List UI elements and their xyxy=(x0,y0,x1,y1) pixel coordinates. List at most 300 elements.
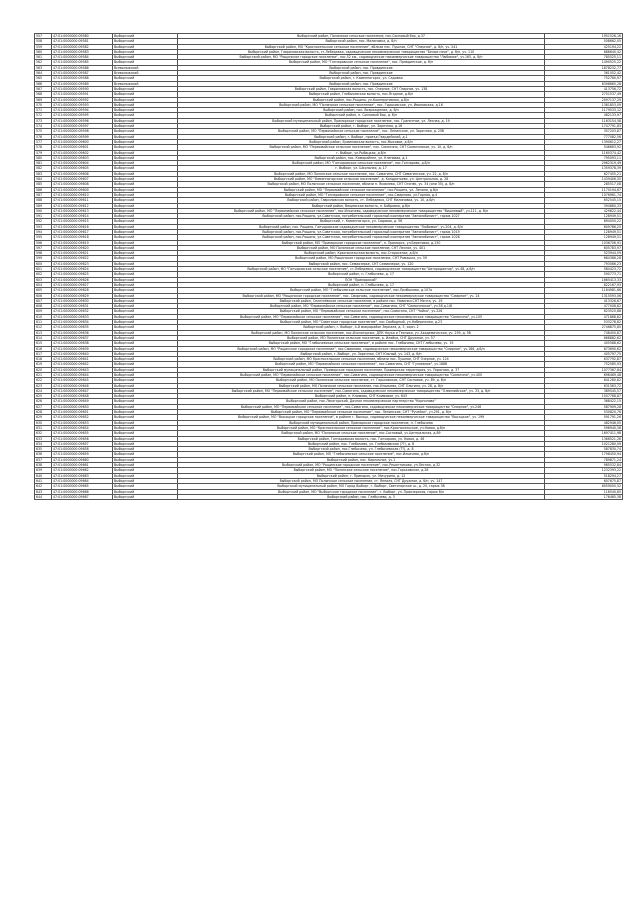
row-number: 629 xyxy=(35,415,52,420)
address-text: Выборгский, г. Каменногорск, ул. Садовая, д. 56 xyxy=(178,219,545,224)
row-number: 588 xyxy=(35,198,52,203)
value-amount: 1665413,33 xyxy=(545,277,623,282)
value-amount: 482946,05 xyxy=(545,420,623,425)
cadastral-number: 47:01:0000000:09661 xyxy=(52,463,113,468)
row-number: 615 xyxy=(35,341,52,346)
district-name: Выборгский xyxy=(113,177,178,182)
row-number: 572 xyxy=(35,113,52,118)
cadastral-number: 47:01:0000000:09619 xyxy=(52,240,113,245)
row-number: 634 xyxy=(35,441,52,446)
cadastral-number: 47:01:0000000:09608 xyxy=(52,182,113,187)
district-name: Выборгский xyxy=(113,55,178,60)
address-text: Выборгский район, МО "Гончаровское сельское поселение", пос. Правдинское, д. б/н xyxy=(178,60,545,65)
address-text: Выборгский район, МО Полянское сельское поселение, р. Иляйка, СНТ Дружное, уч. 57 xyxy=(178,335,545,340)
address-text: Выборгский район, МО "Первомайское сельское поселение", пос. Ленинское, ул. Заречная, д. 25б xyxy=(178,129,545,134)
value-amount: 985532,84 xyxy=(545,463,623,468)
district-name: Выборгский xyxy=(113,76,178,81)
value-amount: 6398665,28 xyxy=(545,81,623,86)
district-name: Выборгский xyxy=(113,171,178,176)
value-amount: 508662,05 xyxy=(545,39,623,44)
address-text: ПОН "Приморский" xyxy=(178,277,545,282)
district-name: Выборгский xyxy=(113,139,178,144)
value-amount: 1697411,98 xyxy=(545,431,623,436)
cadastral-number: 47:01:0000000:09636 xyxy=(52,330,113,335)
cadastral-number: 47:01:0000000:09590 xyxy=(52,86,113,91)
value-amount: 748450,87 xyxy=(545,330,623,335)
district-name: Выборгский xyxy=(113,420,178,425)
cadastral-number: 47:01:0000000:09624 xyxy=(52,267,113,272)
district-name: Выборгский xyxy=(113,256,178,261)
cadastral-number: 47:01:0000000:09656 xyxy=(52,436,113,441)
value-amount: 116540,65 xyxy=(545,489,623,494)
address-text: Выборгский район, МО "Первомайское сельское поселение", пос.Симагино, СНТ "Чайка", уч.226 xyxy=(178,309,545,314)
district-name: Выборгский xyxy=(113,463,178,468)
value-amount: 413756,72 xyxy=(545,86,623,91)
row-number: 559 xyxy=(35,44,52,49)
address-text: Выборгский район, пос.Рощино, ул.Кооперативная, д.б/н xyxy=(178,97,545,102)
cadastral-number: 47:01:0000000:09639 xyxy=(52,346,113,351)
cadastral-number: 47:01:0000000:09651 xyxy=(52,410,113,415)
address-text: Выборгский район, п. Глебычево, д. 17 xyxy=(178,282,545,287)
address-text: Выборгский район, пос.Рощино, ул.Советская, потребительский гаражный кооператив "Автомобилист", гараж 1027 xyxy=(178,214,545,219)
district-name: Выборгский xyxy=(113,383,178,388)
district-name: Выборгский xyxy=(113,161,178,166)
cadastral-number: 47:01:0000000:09598 xyxy=(52,129,113,134)
row-number: 623 xyxy=(35,383,52,388)
value-amount: 609786,25 xyxy=(545,224,623,229)
cadastral-number: 47:01:0000000:09665 xyxy=(52,484,113,489)
row-number: 596 xyxy=(35,240,52,245)
row-number: 600 xyxy=(35,261,52,266)
row-number: 642 xyxy=(35,484,52,489)
value-amount: 6059000,52 xyxy=(545,484,623,489)
row-number: 562 xyxy=(35,60,52,65)
cadastral-number: 47:01:0000000:09655 xyxy=(52,431,113,436)
row-number: 608 xyxy=(35,304,52,309)
district-name: Выборгский xyxy=(113,362,178,367)
value-amount: 429822,44 xyxy=(545,208,623,213)
row-number: 584 xyxy=(35,177,52,182)
district-name: Выборгский xyxy=(113,357,178,362)
value-amount: 1359378,39 xyxy=(545,166,623,171)
district-name: Выборгский xyxy=(113,489,178,494)
district-name: Выборгский xyxy=(113,288,178,293)
row-number: 603 xyxy=(35,277,52,282)
district-name: Выборгский xyxy=(113,447,178,452)
value-amount: 822167,93 xyxy=(545,282,623,287)
value-amount: 128949,51 xyxy=(545,235,623,240)
cadastral-number: 47:01:0000000:09657 xyxy=(52,441,113,446)
value-amount: 752780,97 xyxy=(545,76,623,81)
cadastral-number: 47:01:0000000:09604 xyxy=(52,161,113,166)
value-amount: 1878232,77 xyxy=(545,65,623,70)
district-name: Выборгский xyxy=(113,134,178,139)
row-number: 579 xyxy=(35,150,52,155)
cadastral-number: 47:01:0000000:09634 xyxy=(52,320,113,325)
address-text: Выборгский муниципальный район, Приморское городское поселение, Приморская территория, уч. Пирогова, д. 37 xyxy=(178,367,545,372)
row-number: 558 xyxy=(35,39,52,44)
address-text: Выборгский район, МО "Выборгское городское поселение", г. Выборг, ул. Приозерская, гараж б/н xyxy=(178,489,545,494)
address-text: Выборгский район, пос. Правдинское xyxy=(178,65,545,70)
district-name: Выборгский xyxy=(113,113,178,118)
value-amount: 1077367,84 xyxy=(545,367,623,372)
cadastral-number: 47:01:0000000:09592 xyxy=(52,97,113,102)
cadastral-number: 47:01:0000000:09658 xyxy=(52,447,113,452)
cadastral-number: 47:01:0000000:09601 xyxy=(52,145,113,150)
district-name: Выборгский xyxy=(113,388,178,393)
address-text: Выборгский район, г. Выборг, ул. Заречная, д.16 xyxy=(178,124,545,129)
district-name: Выборгский xyxy=(113,373,178,378)
address-text: Выборгский район, МО "Красносельское сельское поселение", пос.Красносельское, уч.Новая, д.б/н xyxy=(178,425,545,430)
district-name: Выборгский xyxy=(113,330,178,335)
value-amount: 668882,62 xyxy=(545,335,623,340)
cadastral-number: 47:01:0000000:09632 xyxy=(52,309,113,314)
cadastral-number: 47:01:0000000:09589 xyxy=(52,81,113,86)
cadastral-number: 47:01:0000000:09595 xyxy=(52,113,113,118)
value-amount: 673690,62 xyxy=(545,346,623,351)
document-sheet xyxy=(34,33,621,500)
district-name: Выборгский xyxy=(113,166,178,171)
district-name: Выборгский xyxy=(113,203,178,208)
value-amount: 394860,33 xyxy=(545,203,623,208)
address-text: Выборгский район, пос. Кямяряйнен, ул. Кленовая, д.1 xyxy=(178,155,545,160)
address-text: Выборгский район, МО "Гончаровское сельское поселение", ст.Лебедевка, садоводческое товарищество "Авторадиатор", уч.48, д.б/н xyxy=(178,267,545,272)
table-body xyxy=(35,34,623,500)
district-name: Выборгский xyxy=(113,235,178,240)
cadastral-number: 47:01:0000000:09630 xyxy=(52,298,113,303)
value-amount: 793066,23 xyxy=(545,261,623,266)
cadastral-number: 47:01:0000000:09627 xyxy=(52,282,113,287)
value-amount: 605783,97 xyxy=(545,245,623,250)
district-name: Выборгский xyxy=(113,473,178,478)
value-amount: 789871,24 xyxy=(545,457,623,462)
cadastral-number: 47:01:0000000:09623 xyxy=(52,261,113,266)
value-amount: 795093,11 xyxy=(545,155,623,160)
value-amount: 2751537,49 xyxy=(545,92,623,97)
address-text: Выборгский район, МО "Рощинское городское поселение", пос. Смирново, садоводческое некоммерческое товарищество "Смирное", уч. 24 xyxy=(178,293,545,298)
district-name: Выборгский xyxy=(113,314,178,319)
row-number: 626 xyxy=(35,399,52,404)
row-number: 573 xyxy=(35,118,52,123)
row-number: 625 xyxy=(35,394,52,399)
cadastral-number: 47:01:0000000:09646 xyxy=(52,383,113,388)
district-name: Выборгский xyxy=(113,410,178,415)
row-number: 561 xyxy=(35,55,52,60)
value-amount: 1179533,12 xyxy=(545,108,623,113)
value-amount: 518294,27 xyxy=(545,473,623,478)
row-number: 610 xyxy=(35,314,52,319)
address-text: Выборгский район, МО Полянское сельское поселение, ст. Горьковское, СНТ Сосновое, уч. 89, д. б/н xyxy=(178,378,545,383)
cadastral-number: 47:01:0000000:09664 xyxy=(52,478,113,483)
address-text: Выборгский район, г. Каменногорск, ул. Садовая xyxy=(178,76,545,81)
cadastral-number: 47:01:0000000:09643 xyxy=(52,367,113,372)
district-name: Выборгский xyxy=(113,351,178,356)
address-text: Выборгский район, МО "Глебычевское сельское поселение", в районе пос. Глебычево, СНТ Глебычево, уч. 19 xyxy=(178,341,545,346)
row-number: 620 xyxy=(35,367,52,372)
row-number: 592 xyxy=(35,219,52,224)
district-name: Выборгский xyxy=(113,484,178,489)
cadastral-number: 47:01:0000000:09659 xyxy=(52,452,113,457)
row-number: 598 xyxy=(35,251,52,256)
value-amount: 627455,21 xyxy=(545,171,623,176)
address-text: Выборгский район, МО "Полянское сельское поселение", пос. Горьковское, ул. Ивановская, д.16 xyxy=(178,102,545,107)
row-number: 611 xyxy=(35,320,52,325)
value-amount: 128949,51 xyxy=(545,214,623,219)
cadastral-number: 47:01:0000000:09654 xyxy=(52,425,113,430)
address-text: Выборгский район, пос. Возрождение, д. б/н xyxy=(178,108,545,113)
row-number: 630 xyxy=(35,420,52,425)
row-number: 609 xyxy=(35,309,52,314)
value-amount: 752585,93 xyxy=(545,362,623,367)
value-amount: 1747791,83 xyxy=(545,124,623,129)
cadastral-number: 47:01:0000000:09593 xyxy=(52,102,113,107)
row-number: 606 xyxy=(35,293,52,298)
district-name: Выборгский xyxy=(113,150,178,155)
row-number: 570 xyxy=(35,102,52,107)
district-name: Всеволожский xyxy=(113,81,178,86)
row-number: 595 xyxy=(35,235,52,240)
district-name: Выборгский xyxy=(113,97,178,102)
value-amount: 664386,28 xyxy=(545,256,623,261)
row-number: 583 xyxy=(35,171,52,176)
row-number: 619 xyxy=(35,362,52,367)
cadastral-number: 47:01:0000000:09597 xyxy=(52,124,113,129)
value-amount: 2746875,85 xyxy=(545,325,623,330)
row-number: 602 xyxy=(35,272,52,277)
row-number: 563 xyxy=(35,65,52,70)
value-amount: 1439406,55 xyxy=(545,177,623,182)
cadastral-number: 47:01:0000000:09605 xyxy=(52,166,113,171)
cadastral-number: 47:01:0000000:09641 xyxy=(52,357,113,362)
value-amount: 546663,92 xyxy=(545,145,623,150)
row-number: 568 xyxy=(35,92,52,97)
cadastral-number: 47:01:0000000:09594 xyxy=(52,108,113,113)
address-text: Выборгский район, пос.Лесогорский, Дачное некоммерческое партнерство "Корнилово" xyxy=(178,399,545,404)
value-amount: 1170194,67 xyxy=(545,187,623,192)
district-name: Выборгский xyxy=(113,378,178,383)
row-number: 601 xyxy=(35,267,52,272)
cadastral-number: 47:01:0000000:09638 xyxy=(52,341,113,346)
address-text: Выборгский район, МО Полянское сельское поселение, пос.Ильичево, СНТ Ольгино, уч. 28, д. б/н xyxy=(178,383,545,388)
address-text: Выборгский район, МО "Первомайское сельское поселение", пос.Симагино, СНТ "Гуляевное", уч.188б xyxy=(178,362,545,367)
row-number: 567 xyxy=(35,86,52,91)
row-number: 614 xyxy=(35,335,52,340)
value-amount: 641280,82 xyxy=(545,378,623,383)
district-name: Выборгский xyxy=(113,425,178,430)
row-number: 571 xyxy=(35,108,52,113)
district-name: Выборгский xyxy=(113,192,178,197)
address-text: Выборгский район, МО "Первомайское сельское поселение", пос. Симагино, СНТ Симагинское, уч. 10, д. б/н xyxy=(178,145,545,150)
district-name: Выборгский xyxy=(113,229,178,234)
value-amount: 686640,42 xyxy=(545,49,623,54)
address-text: Выборгский район, МО "Рощинское городское поселение", пос.Решетниково, ул.Лесная, д.32 xyxy=(178,463,545,468)
value-amount: 425194,22 xyxy=(545,44,623,49)
address-text: Выборгский район, МО "Первомайское сельское поселение", пос.Рощино, ул. Ленина, д.б/н xyxy=(178,187,545,192)
cadastral-number: 47:01:0000000:09582 xyxy=(52,44,113,49)
value-amount: 471868,82 xyxy=(545,314,623,319)
address-text: Выборгский район, МО "Первомайское сельское поселение", пос. Ленинское, СНТ "Ручейки", уч.291, д. б/н xyxy=(178,410,545,415)
district-name: Выборгский xyxy=(113,304,178,309)
address-text: Выборгский район, п. Глебычево, д. 17 xyxy=(178,272,545,277)
value-amount: 1160374,42 xyxy=(545,150,623,155)
address-text: Выборгский район, МО "Приморское городское поселение", п. Приморск, ул.Береговая, д.130 xyxy=(178,240,545,245)
district-name: Выборгский xyxy=(113,367,178,372)
district-name: Выборгский xyxy=(113,102,178,107)
row-number: 578 xyxy=(35,145,52,150)
cadastral-number: 47:01:0000000:09580 xyxy=(52,34,113,39)
address-text: Выборгский район, МО "Первомайское сельское поселение", пос.Симагино, садоводческое некоммерческое товарищество "Симагино", уч.400 xyxy=(178,373,545,378)
cadastral-number: 47:01:0000000:09649 xyxy=(52,399,113,404)
row-number: 640 xyxy=(35,473,52,478)
value-amount: 623520,88 xyxy=(545,309,623,314)
cadastral-number: 47:01:0000000:09652 xyxy=(52,415,113,420)
cadastral-number: 47:01:0000000:09613 xyxy=(52,208,113,213)
district-name: Выборгский xyxy=(113,198,178,203)
cadastral-number: 47:01:0000000:09596 xyxy=(52,118,113,123)
value-amount: 1366521,26 xyxy=(545,436,623,441)
district-name: Выборгский xyxy=(113,224,178,229)
address-text: Выборгский район, МО Полянское сельское поселение, пос. Симагино, СНТ Симагинское, уч. 22, д. б/н xyxy=(178,171,545,176)
district-name: Выборгский xyxy=(113,298,178,303)
address-text: Выборгский район, Гавриловская волость, пос. Озерное, СНТ Озерное, уч. 138 xyxy=(178,86,545,91)
district-name: Выборгский xyxy=(113,60,178,65)
value-amount: 285517,08 xyxy=(545,182,623,187)
district-name: Выборгский xyxy=(113,92,178,97)
value-amount: 1490525,22 xyxy=(545,60,623,65)
address-text: Выборгский район, МО "Красносельское сельское поселение", вблизи пос. Пушное, СНТ "Озерное", д. б/н, уч. 241 xyxy=(178,44,545,49)
cadastral-number: 47:01:0000000:09585 xyxy=(52,60,113,65)
value-amount: 389545,57 xyxy=(545,388,623,393)
district-name: Выборгский xyxy=(113,457,178,462)
value-amount: 477008,82 xyxy=(545,304,623,309)
district-name: Выборгский xyxy=(113,261,178,266)
address-text: Выборгский район, МО "Высоцкое городское поселение", в районе г. Высоцк, садоводческое некоммерческое товарищество "Высоцкое", уч. 199 xyxy=(178,415,545,420)
district-name: Выборгский xyxy=(113,145,178,150)
value-amount: 591791,26 xyxy=(545,415,623,420)
row-number: 622 xyxy=(35,378,52,383)
value-amount: 587830,74 xyxy=(545,447,623,452)
value-amount: 1507768,87 xyxy=(545,394,623,399)
row-number: 593 xyxy=(35,224,52,229)
cadastral-number: 47:01:0000000:09635 xyxy=(52,325,113,330)
address-text: Выборгский район, МО "Полянское сельское поселение", пос.Сосновый, уч.Центральная, д.89 xyxy=(178,431,545,436)
value-amount: 405588,62 xyxy=(545,341,623,346)
address-text: Выборгский муниципальный район, Приморское городское поселение, п. Глебычево xyxy=(178,420,545,425)
cadastral-number: 47:01:0000000:09644 xyxy=(52,373,113,378)
value-amount: 2962319,49 xyxy=(545,161,623,166)
cadastral-number: 47:01:0000000:09584 xyxy=(52,55,113,60)
value-amount: 357203,87 xyxy=(545,129,623,134)
cadastral-number: 47:01:0000000:09620 xyxy=(52,245,113,250)
address-text: Выборгский район, Гончаровская волость, пос. Гончарово, ул. Новая, д. 46 xyxy=(178,436,545,441)
row-number: 566 xyxy=(35,81,52,86)
row-number: 616 xyxy=(35,346,52,351)
value-amount: 176465,38 xyxy=(545,494,623,499)
cadastral-number: 47:01:0000000:09612 xyxy=(52,203,113,208)
value-amount: 587909,28 xyxy=(545,404,623,409)
row-number: 586 xyxy=(35,187,52,192)
cadastral-number: 47:01:0000000:09648 xyxy=(52,394,113,399)
row-number: 641 xyxy=(35,478,52,483)
cadastral-number: 47:01:0000000:09606 xyxy=(52,171,113,176)
district-name: Выборгский xyxy=(113,309,178,314)
row-number: 612 xyxy=(35,325,52,330)
value-amount: 533278,82 xyxy=(545,320,623,325)
value-amount: 584423,72 xyxy=(545,267,623,272)
value-amount: 523944,59 xyxy=(545,251,623,256)
cadastral-number: 47:01:0000000:09599 xyxy=(52,134,113,139)
cadastral-number: 47:01:0000000:09583 xyxy=(52,49,113,54)
district-name: Выборгский xyxy=(113,325,178,330)
district-name: Выборгский xyxy=(113,124,178,129)
cadastral-number: 47:01:0000000:09637 xyxy=(52,335,113,340)
address-text: Выборгский район, МО "Первомайское сельское поселение", пос.Симагино, садоводческое некоммерческое товарищество "Симагино", уч.105 xyxy=(178,314,545,319)
address-text: Выборгский район, МО "Первомайское сельское поселение", пос.Симагино, садоводческое некоммерческое товарищество "Олимпийское", уч. 33, д. б/н xyxy=(178,388,545,393)
district-name: Выборгский xyxy=(113,155,178,160)
district-name: Выборгский xyxy=(113,245,178,250)
district-name: Выборгский xyxy=(113,293,178,298)
district-name: Выборгский xyxy=(113,214,178,219)
cadastral-number: 47:01:0000000:09588 xyxy=(52,76,113,81)
cadastral-number: 47:01:0000000:09642 xyxy=(52,362,113,367)
address-text: Выборгский район, Полянское сельское поселение, пос.Сосновый бор, д.37 xyxy=(178,34,545,39)
cadastral-number: 47:01:0000000:09629 xyxy=(52,293,113,298)
district-name: Выборгский xyxy=(113,49,178,54)
cadastral-number: 47:01:0000000:09662 xyxy=(52,468,113,473)
value-amount: 530820,76 xyxy=(545,410,623,415)
district-name: Выборгский xyxy=(113,346,178,351)
value-amount: 894050,22 xyxy=(545,219,623,224)
row-number: 635 xyxy=(35,447,52,452)
value-amount: 1390612,27 xyxy=(545,139,623,144)
address-text: Выборгский район, пос.Глебычево, ул. Глебычевская (??), д. 8 xyxy=(178,447,545,452)
value-amount: 482133,97 xyxy=(545,113,623,118)
address-text: Выборгский район, МО Полянское сельское поселение, ст. Яппиля, СНТ Дружное, д. б/н, уч. 147 xyxy=(178,478,545,483)
row-number: 580 xyxy=(35,155,52,160)
district-name: Выборгский xyxy=(113,219,178,224)
address-text: Выборгский район, пос. Малиновка, д. б/н xyxy=(178,39,545,44)
address-text: Выборгский район, Красносельская волость, пос.Староселье, д.б/н xyxy=(178,251,545,256)
address-text: Выборгский район, МО Рощинское городское поселение, СНТ Ромашка, уч. 59 xyxy=(178,256,545,261)
address-text: Выборгский район, МО Красносельское сельское поселение, вблизи пос. Пушное, СНТ Озерное, уч. 124 xyxy=(178,357,545,362)
row-number: 590 xyxy=(35,208,52,213)
cadastral-number: 47:01:0000000:09616 xyxy=(52,224,113,229)
address-text: Выборгский район, МО "Глебычевское сельское поселение", пос.Прибылово, д.107а xyxy=(178,288,545,293)
address-text: Выборгский район, Ермиловская волость, пос.Мысовое, д.б/н xyxy=(178,139,545,144)
cadastral-number: 47:01:0000000:09653 xyxy=(52,420,113,425)
district-name: Выборгский xyxy=(113,129,178,134)
district-name: Выборгский xyxy=(113,468,178,473)
district-name: Выборгский xyxy=(113,282,178,287)
address-text: Выборгский район, МО "Рощинское городское поселение", пос.52 км., садоводческое некоммерческое товарищество "Любимое", уч.165, д. б/н xyxy=(178,55,545,60)
row-number: 585 xyxy=(35,182,52,187)
address-text: Выборгский район, МО Полянское сельское поселение, вблизи п. Яковлево, СНТ Огонёк, уч. 34 (или 35), д. б/н xyxy=(178,182,545,187)
value-amount: 413326,67 xyxy=(545,298,623,303)
address-text: Выборгский район, МО "Каменногорское сельское поселение", д. Кондратьево, ул. Центральная, д. 28 xyxy=(178,177,545,182)
district-name: Выборгский xyxy=(113,182,178,187)
cadastral-number: 47:01:0000000:09602 xyxy=(52,150,113,155)
district-name: Выборгский xyxy=(113,399,178,404)
address-text: Выборгский район, МО "Глебычевское сельское поселение", пос.Ильичево, д.б/н xyxy=(178,452,545,457)
cadastral-number: 47:01:0000000:09603 xyxy=(52,155,113,160)
cadastral-number: 47:01:0000000:09650 xyxy=(52,404,113,409)
district-name: Выборгский xyxy=(113,431,178,436)
value-amount: 1163154,58 xyxy=(545,118,623,123)
address-text: Выборгский район, пос. Правдинское xyxy=(178,81,545,86)
address-text: Выборгский район, МО "Первомайское сельское поселение", пос.Симагино, СНТ "Симагинское", уч.38 д.1/8 xyxy=(178,304,545,309)
cadastral-table xyxy=(34,33,623,500)
district-name: Выборгский xyxy=(113,436,178,441)
